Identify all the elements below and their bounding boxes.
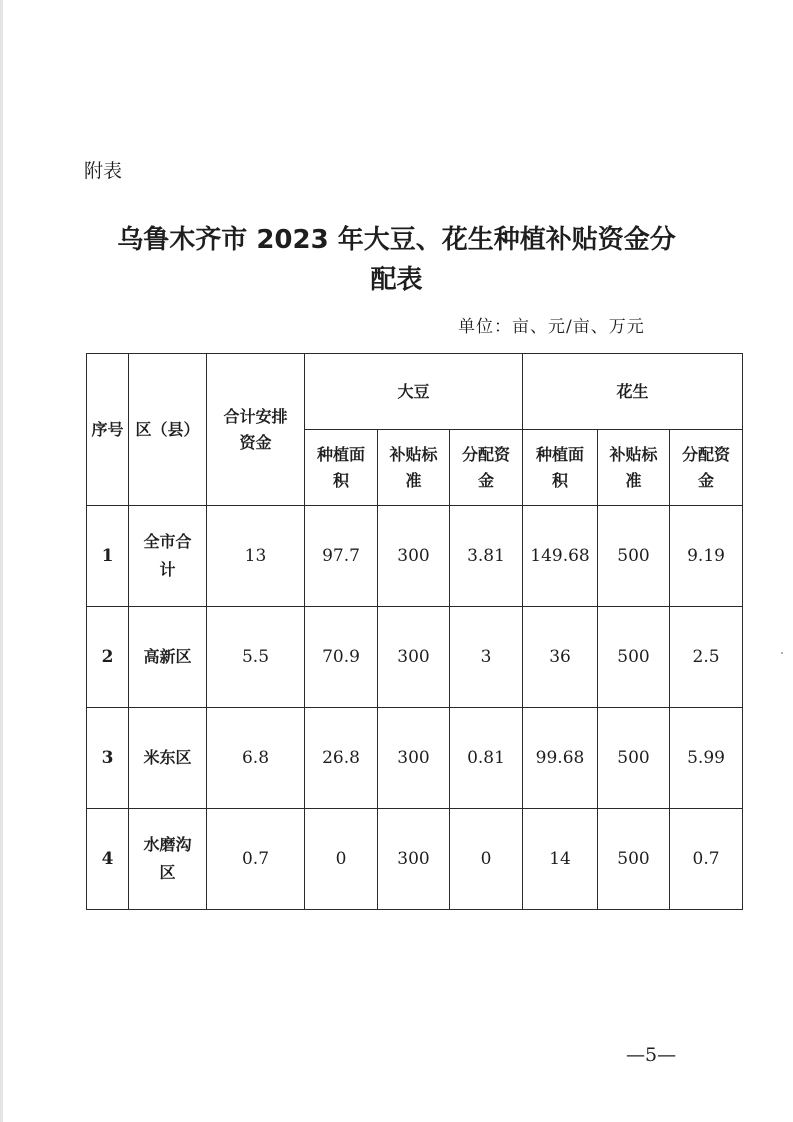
header-peanut: 花生 <box>523 354 743 430</box>
row-soybean-rate: 300 <box>378 506 450 607</box>
row-soybean-fund: 3.81 <box>450 506 523 607</box>
header-peanut-fund: 分配资金 <box>670 430 743 506</box>
table-row <box>87 708 743 809</box>
row-peanut-fund: 2.5 <box>670 607 743 708</box>
row-index: 1 <box>87 506 129 607</box>
table-row <box>87 809 743 910</box>
row-peanut-area: 99.68 <box>523 708 598 809</box>
row-index: 2 <box>87 607 129 708</box>
row-soybean-area: 26.8 <box>305 708 378 809</box>
document-title <box>0 220 793 300</box>
header-peanut-area: 种植面积 <box>523 430 598 506</box>
page-number: —5— <box>626 1044 677 1066</box>
header-index: 序号 <box>87 354 129 506</box>
row-peanut-rate: 500 <box>598 607 670 708</box>
row-soybean-rate: 300 <box>378 708 450 809</box>
row-peanut-area: 149.68 <box>523 506 598 607</box>
row-peanut-area: 14 <box>523 809 598 910</box>
row-index: 3 <box>87 708 129 809</box>
row-peanut-area: 36 <box>523 607 598 708</box>
row-district: 高新区 <box>129 607 207 708</box>
row-soybean-fund: 0.81 <box>450 708 523 809</box>
table-row <box>87 506 743 607</box>
row-peanut-fund: 0.7 <box>670 809 743 910</box>
row-soybean-area: 70.9 <box>305 607 378 708</box>
row-total: 6.8 <box>207 708 305 809</box>
row-soybean-fund: 3 <box>450 607 523 708</box>
row-soybean-area: 0 <box>305 809 378 910</box>
scan-edge <box>0 0 3 1122</box>
row-peanut-rate: 500 <box>598 506 670 607</box>
header-soybean: 大豆 <box>305 354 523 430</box>
table-row <box>87 607 743 708</box>
row-district: 米东区 <box>129 708 207 809</box>
header-peanut-rate: 补贴标准 <box>598 430 670 506</box>
row-soybean-rate: 300 <box>378 809 450 910</box>
row-peanut-fund: 5.99 <box>670 708 743 809</box>
header-district: 区（县） <box>129 354 207 506</box>
row-peanut-rate: 500 <box>598 708 670 809</box>
row-soybean-area: 97.7 <box>305 506 378 607</box>
row-soybean-fund: 0 <box>450 809 523 910</box>
header-soybean-fund: 分配资金 <box>450 430 523 506</box>
unit-note: 单位：亩、元/亩、万元 <box>458 317 645 337</box>
row-peanut-rate: 500 <box>598 809 670 910</box>
row-total: 0.7 <box>207 809 305 910</box>
row-total: 5.5 <box>207 607 305 708</box>
row-total: 13 <box>207 506 305 607</box>
title-line-1: 乌鲁木齐市 2023 年大豆、花生种植补贴资金分 <box>117 225 676 255</box>
allocation-table <box>86 353 743 910</box>
header-total: 合计安排资金 <box>207 354 305 506</box>
row-peanut-fund: 9.19 <box>670 506 743 607</box>
scan-speck <box>781 652 783 654</box>
header-soybean-rate: 补贴标准 <box>378 430 450 506</box>
header-soybean-area: 种植面积 <box>305 430 378 506</box>
row-soybean-rate: 300 <box>378 607 450 708</box>
attachment-label: 附表 <box>84 160 123 182</box>
title-line-2: 配表 <box>370 265 423 295</box>
row-district: 全市合计 <box>129 506 207 607</box>
row-index: 4 <box>87 809 129 910</box>
row-district: 水磨沟区 <box>129 809 207 910</box>
